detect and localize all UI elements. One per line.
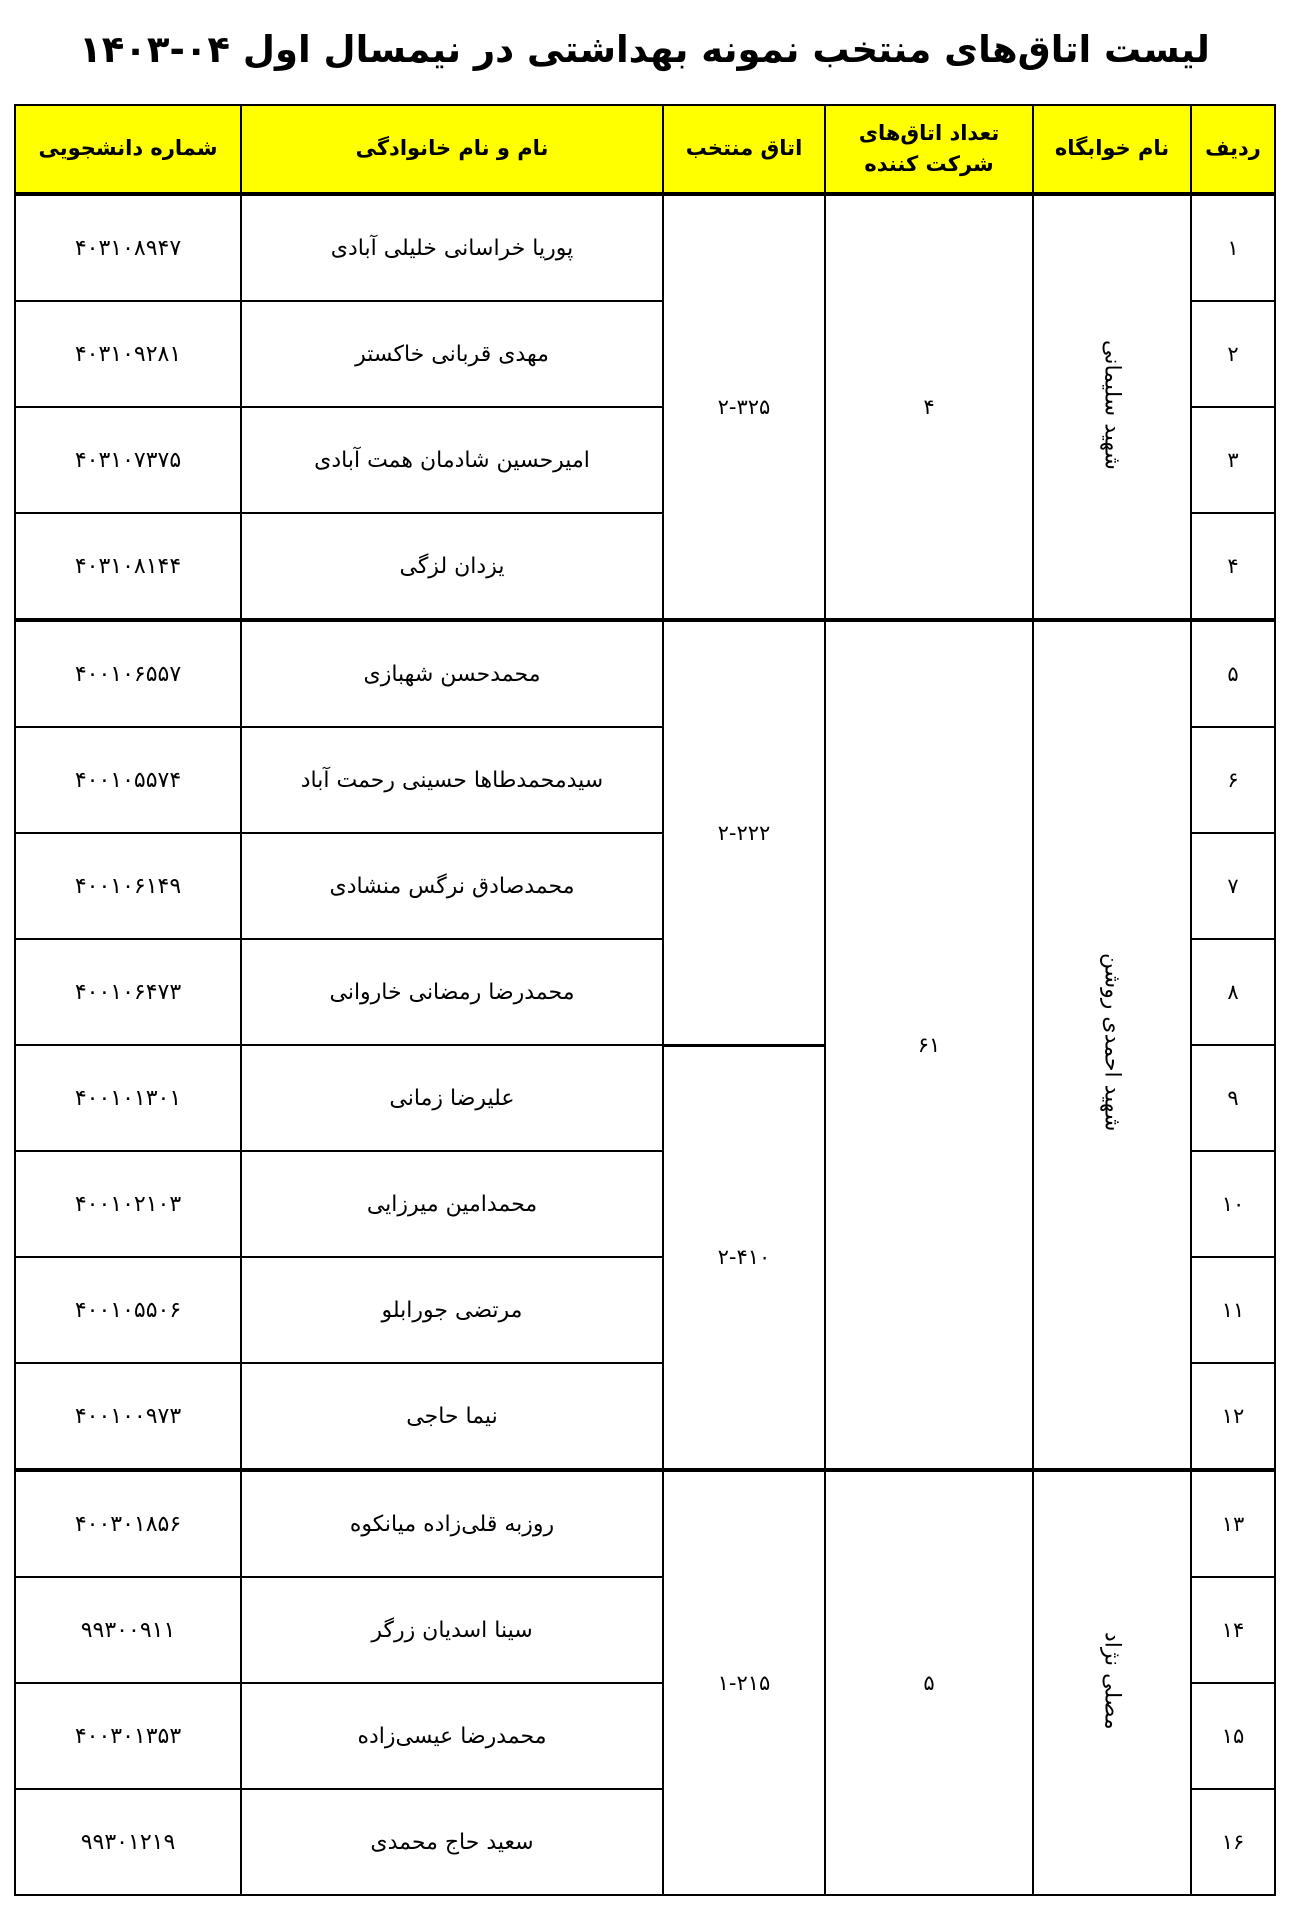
student-name: یزدان لزگی [241,513,663,620]
row-number: ۱۴ [1191,1577,1275,1683]
row-number: ۱۳ [1191,1470,1275,1577]
table-row [15,194,1275,301]
dorm-cell [1033,620,1191,1470]
student-id: ۴۰۰۱۰۲۱۰۳ [15,1151,241,1257]
student-name: محمدصادق نرگس منشادی [241,833,663,939]
student-name: علیرضا زمانی [241,1045,663,1151]
selected-room-cell: ۲-۴۱۰ [663,1045,825,1470]
student-id: ۴۰۳۱۰۸۱۴۴ [15,513,241,620]
header-dorm: نام خوابگاه [1033,105,1191,194]
student-name: محمدحسن شهبازی [241,620,663,727]
student-id: ۹۹۳۰۰۹۱۱ [15,1577,241,1683]
page-title: لیست اتاق‌های منتخب نمونه بهداشتی در نیمسال اول ۰۴-۱۴۰۳ [79,28,1210,71]
header-selected-room: اتاق منتخب [663,105,825,194]
header-rooms-count: تعداد اتاق‌های شرکت کننده [825,105,1033,194]
row-number: ۳ [1191,407,1275,513]
student-name: مرتضی جورابلو [241,1257,663,1363]
header-name: نام و نام خانوادگی [241,105,663,194]
rooms-count-cell: ۴ [825,194,1033,620]
row-number: ۱ [1191,194,1275,301]
student-id: ۴۰۰۱۰۱۳۰۱ [15,1045,241,1151]
student-name: پوریا خراسانی خلیلی آبادی [241,194,663,301]
student-id: ۴۰۳۱۰۹۲۸۱ [15,301,241,407]
student-name: محمدامین میرزایی [241,1151,663,1257]
dorm-name: شهید سلیمانی [1099,339,1125,470]
row-number: ۱۲ [1191,1363,1275,1470]
student-name: مهدی قربانی خاکستر [241,301,663,407]
rooms-table-container [14,104,1274,1892]
student-id: ۴۰۰۱۰۶۱۴۹ [15,833,241,939]
student-id: ۴۰۰۱۰۶۵۵۷ [15,620,241,727]
row-number: ۱۵ [1191,1683,1275,1789]
header-row-no: ردیف [1191,105,1275,194]
row-number: ۲ [1191,301,1275,407]
selected-room-cell: ۲-۲۲۲ [663,620,825,1045]
student-name: سیدمحمدطاها حسینی رحمت آباد [241,727,663,833]
row-number: ۸ [1191,939,1275,1045]
row-number: ۶ [1191,727,1275,833]
row-number: ۴ [1191,513,1275,620]
selected-room-cell: ۱-۲۱۵ [663,1470,825,1895]
row-number: ۷ [1191,833,1275,939]
selected-room-cell: ۲-۳۲۵ [663,194,825,620]
row-number: ۱۰ [1191,1151,1275,1257]
student-name: سعید حاج محمدی [241,1789,663,1895]
dorm-cell [1033,1470,1191,1895]
student-name: سینا اسدیان زرگر [241,1577,663,1683]
student-name: نیما حاجی [241,1363,663,1470]
dorm-name: شهید احمدی روشن [1099,953,1125,1132]
student-name: روزبه قلی‌زاده میانکوه [241,1470,663,1577]
row-number: ۵ [1191,620,1275,727]
student-id: ۴۰۰۳۰۱۳۵۳ [15,1683,241,1789]
dorm-name: مصلی نژاد [1099,1631,1125,1730]
row-number: ۱۱ [1191,1257,1275,1363]
student-name: محمدرضا رمضانی خاروانی [241,939,663,1045]
rooms-table [14,104,1276,1896]
student-name: محمدرضا عیسی‌زاده [241,1683,663,1789]
table-row [15,620,1275,727]
table-row [15,1470,1275,1577]
student-name: امیرحسین شادمان همت آبادی [241,407,663,513]
student-id: ۴۰۳۱۰۷۳۷۵ [15,407,241,513]
dorm-cell [1033,194,1191,620]
header-row [15,105,1275,194]
row-number: ۹ [1191,1045,1275,1151]
student-id: ۴۰۰۱۰۵۵۰۶ [15,1257,241,1363]
rooms-count-cell: ۵ [825,1470,1033,1895]
student-id: ۴۰۰۳۰۱۸۵۶ [15,1470,241,1577]
student-id: ۴۰۳۱۰۸۹۴۷ [15,194,241,301]
student-id: ۴۰۰۱۰۶۴۷۳ [15,939,241,1045]
row-number: ۱۶ [1191,1789,1275,1895]
rooms-count-cell: ۶۱ [825,620,1033,1470]
student-id: ۹۹۳۰۱۲۱۹ [15,1789,241,1895]
student-id: ۴۰۰۱۰۵۵۷۴ [15,727,241,833]
student-id: ۴۰۰۱۰۰۹۷۳ [15,1363,241,1470]
header-student-id: شماره دانشجویی [15,105,241,194]
